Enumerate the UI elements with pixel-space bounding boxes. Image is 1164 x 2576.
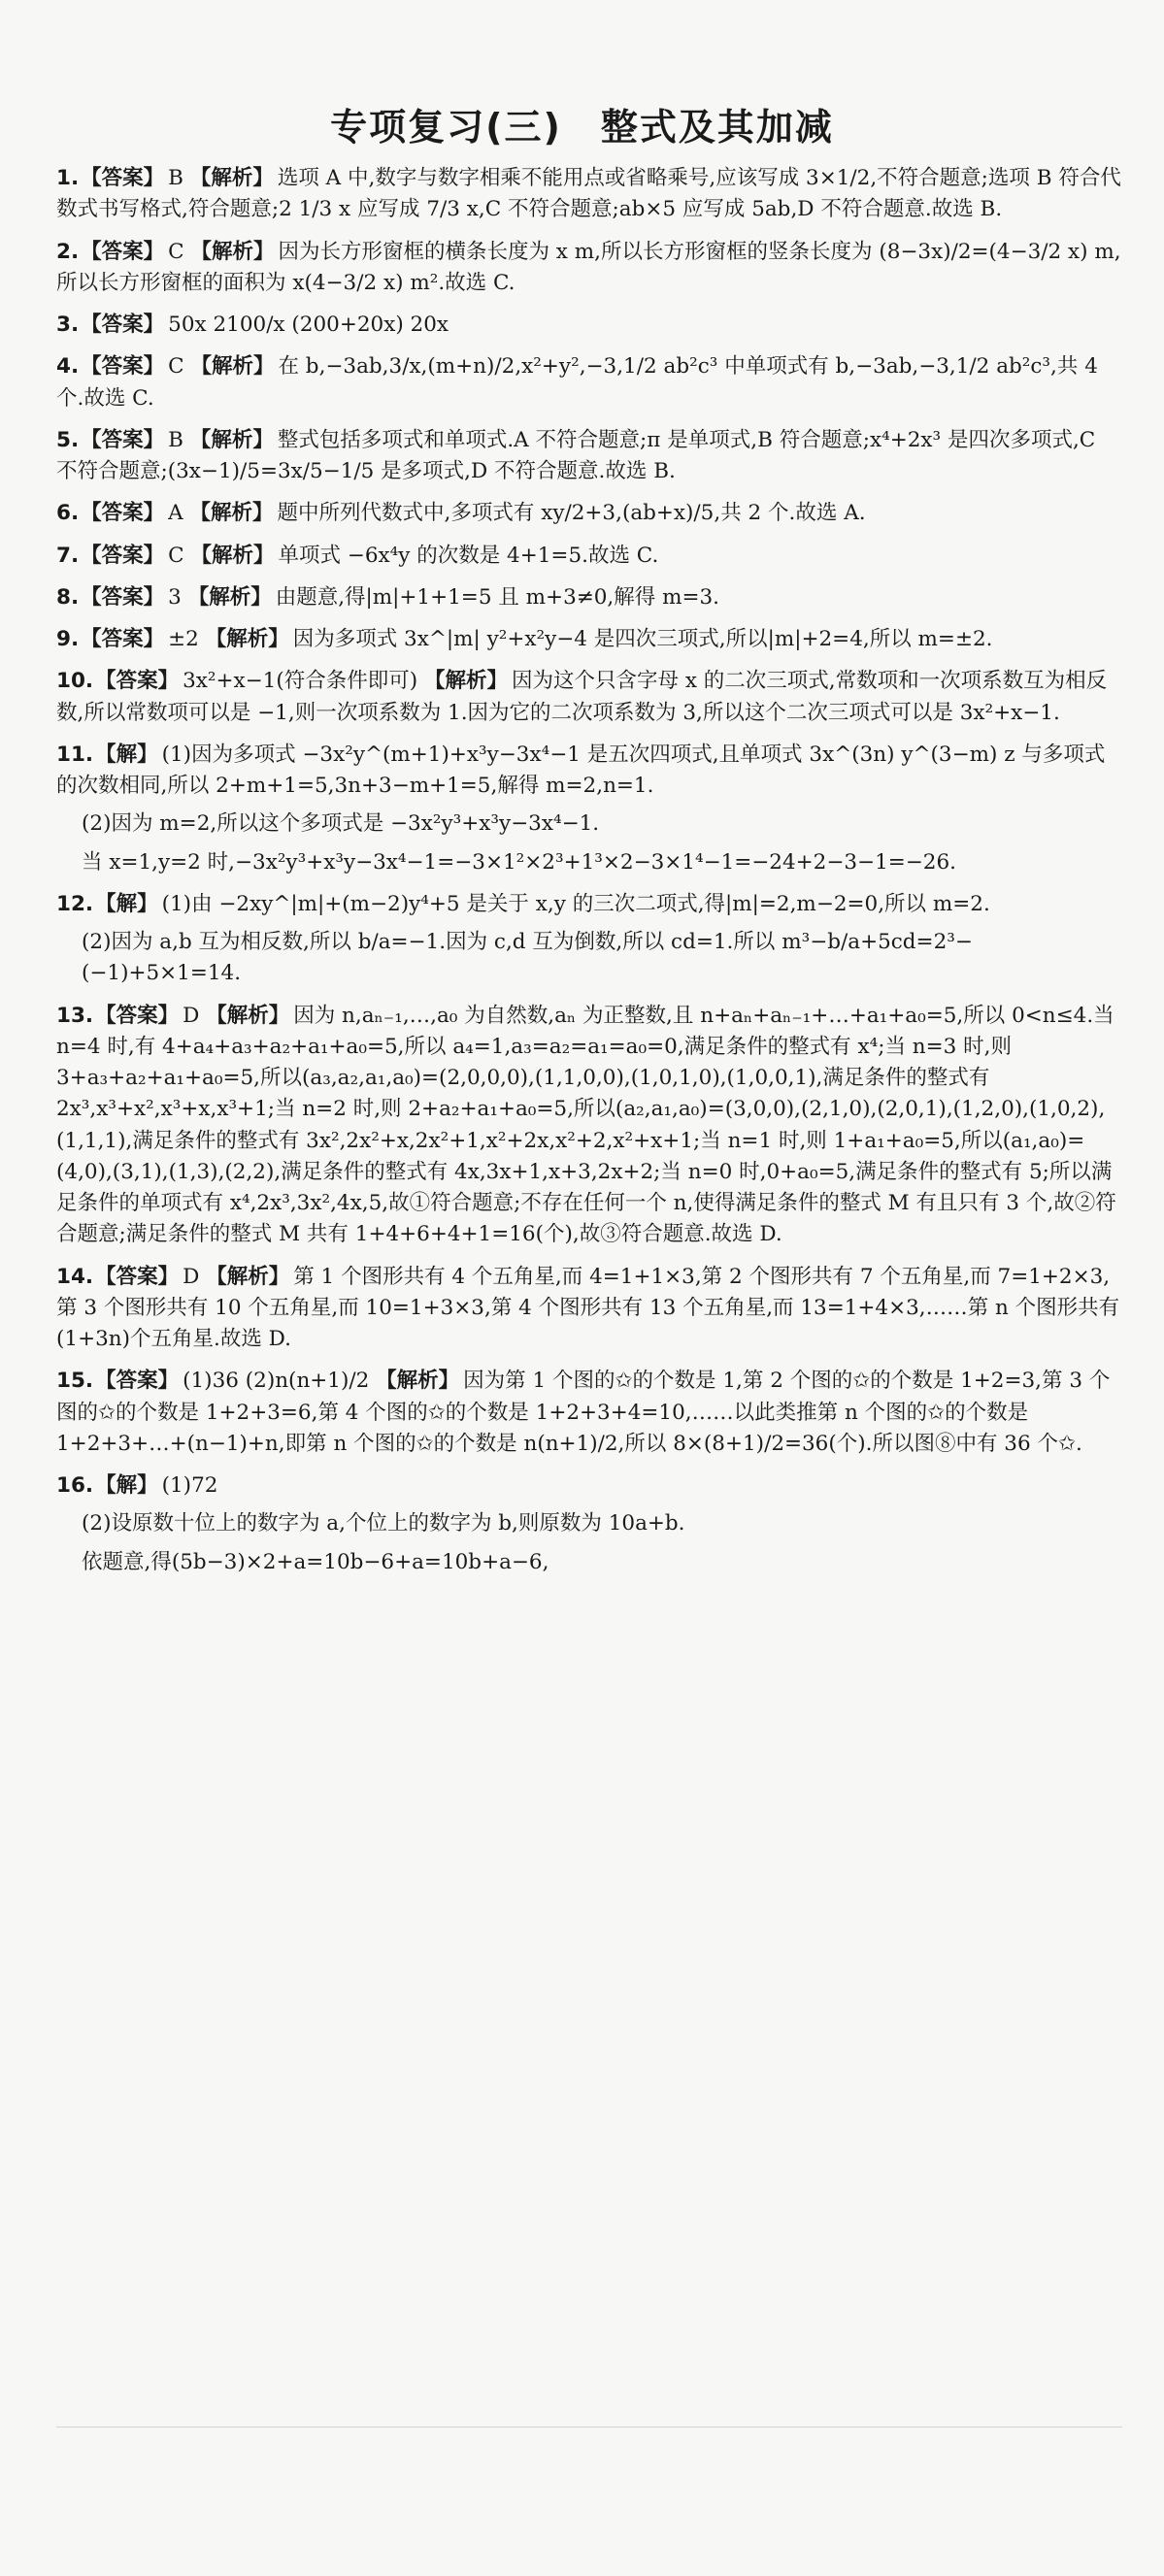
- answer-tag: 【答案】: [81, 501, 165, 526]
- title-main: 专项复习(三): [330, 106, 562, 149]
- answer-item: [56, 498, 1122, 529]
- analysis-tag: 【解析】: [376, 1369, 460, 1394]
- question-number: 8.: [56, 584, 80, 610]
- answer-line: [56, 541, 1122, 572]
- answer-tag: 【答案】: [95, 669, 180, 694]
- question-number: 3.: [56, 313, 80, 337]
- answer-value: C: [168, 239, 184, 264]
- answer-item: [56, 1262, 1122, 1356]
- answer-line: [56, 425, 1122, 488]
- analysis-text: (1)由 −2xy^|m|+(m−2)y⁴+5 是关于 x,y 的三次二项式,得|m|=2,m−2=0,所以 m=2.: [161, 891, 990, 916]
- answer-line: [56, 351, 1122, 414]
- analysis-tag: 【解析】: [189, 166, 274, 190]
- answer-line: [56, 666, 1122, 729]
- answer-tag: 【答案】: [81, 627, 165, 651]
- answer-line: [56, 1366, 1122, 1460]
- question-number: 6.: [56, 501, 80, 526]
- question-number: 12.: [56, 891, 94, 916]
- answer-line: [56, 237, 1122, 300]
- analysis-paragraph: (2)因为 m=2,所以这个多项式是 −3x²y³+x³y−3x⁴−1.: [82, 811, 600, 837]
- answer-value: C: [168, 543, 184, 568]
- answer-line: [56, 1470, 1122, 1502]
- question-number: 4.: [56, 354, 80, 380]
- question-number: 15.: [56, 1369, 94, 1394]
- answer-tag: 【答案】: [81, 313, 165, 337]
- analysis-tag: 【解析】: [424, 669, 509, 694]
- answer-value: A: [168, 501, 183, 526]
- analysis-paragraph: 依题意,得(5b−3)×2+a=10b−6+a=10b+a−6,: [82, 1549, 549, 1574]
- question-number: 13.: [56, 1003, 94, 1028]
- answer-line: [56, 624, 1122, 655]
- answer-item: [56, 582, 1122, 613]
- answer-tag: 【答案】: [81, 239, 165, 264]
- answer-item: [56, 541, 1122, 572]
- answer-tag: 【答案】: [95, 1003, 180, 1028]
- analysis-tag: 【解析】: [190, 354, 275, 380]
- answer-line: [56, 582, 1122, 613]
- answer-item: [56, 1470, 1122, 1578]
- analysis-tag: 【解析】: [206, 1003, 290, 1028]
- page-title: [0, 97, 1164, 150]
- answer-value: B: [168, 427, 183, 452]
- analysis-text: 因为 n,aₙ₋₁,…,a₀ 为自然数,aₙ 为正整数,且 n+aₙ+aₙ₋₁+…+a₁+a₀=5,所以 0<n≤4.当 n=4 时,有 4+a₄+a₃+a₂+a₁+a₀=5,所以 a₄=1,a₃=a₂=a₁=a₀=0,满足条件的整式有 x⁴;当 n=3 时,则 3+a₃+a₂+a₁+a₀=5,所以(a₃,a₂,a₁,a₀)=(2,0,0,0),(1,1,0,0),(1,0,1,0),(1,0,0,1),满足条件的整式有 2x³,x³+x²,x³+x,x³+1;当 n=2 时,则 2+a₂+a₁+a₀=5,所以(a₂,a₁,a₀)=(3,0,0),(2,1,0),(2,0,1),(1,2,0),(1,0,2),(1,1,1),满足条件的整式有 3x²,2x²+x,2x²+1,x²+2x,x²+2,x²+x+1;当 n=1 时,则 1+a₁+a₀=5,所以(a₁,a₀)=(4,0),(3,1),(1,3),(2,2),满足条件的整式有 4x,3x+1,x+3,2x+2;当 n=0 时,0+a₀=5,满足条件的整式有 5;所以满足条件的单项式有 x⁴,2x³,3x²,4x,5,故①符合题意;不存在任何一个 n,使得满足条件的整式 M 有且只有 3 个,故②符合题意;满足条件的整式 M 共有 1+4+6+4+1=16(个),故③符合题意.故选 D.: [56, 1003, 1116, 1247]
- answer-value: 50x 2100/x (200+20x) 20x: [168, 313, 449, 337]
- answer-value: C: [168, 354, 184, 380]
- answer-line: [56, 740, 1122, 803]
- answer-item: [56, 624, 1122, 655]
- question-number: 10.: [56, 669, 94, 694]
- answer-tag: 【答案】: [95, 1369, 180, 1394]
- analysis-paragraph: (2)因为 a,b 互为相反数,所以 b/a=−1.因为 c,d 互为倒数,所以 cd=1.所以 m³−b/a+5cd=2³−(−1)+5×1=14.: [82, 930, 973, 986]
- analysis-tag: 【解析】: [189, 501, 274, 526]
- analysis-tag: 【解析】: [205, 627, 289, 651]
- answer-list: [56, 163, 1122, 1589]
- analysis-text: (1)因为多项式 −3x²y^(m+1)+x³y−3x⁴−1 是五次四项式,且单项式 3x^(3n) y^(3−m) z 与多项式的次数相同,所以 2+m+1=5,3n+3−m+1=5,解得 m=2,n=1.: [56, 742, 1106, 798]
- analysis-text: 第 1 个图形共有 4 个五角星,而 4=1+1×3,第 2 个图形共有 7 个五角星,而 7=1+2×3,第 3 个图形共有 10 个五角星,而 10=1+3×3,第 4 个图形共有 13 个五角星,而 13=1+4×3,……第 n 个图形共有(1+3n)个五角星.故选 D.: [56, 1264, 1120, 1351]
- analysis-paragraph: (2)设原数十位上的数字为 a,个位上的数字为 b,则原数为 10a+b.: [82, 1511, 685, 1536]
- answer-tag: 【解】: [95, 1473, 158, 1498]
- answer-tag: 【答案】: [81, 584, 165, 610]
- answer-item: [56, 1001, 1122, 1251]
- answer-tag: 【答案】: [95, 1264, 180, 1289]
- analysis-text: 因为这个只含字母 x 的二次三项式,常数项和一次项系数互为相反数,所以常数项可以是 −1,则一次项系数为 1.因为它的二次项系数为 3,所以这个二次三项式可以是 3x²+x−1.: [56, 669, 1108, 725]
- answer-item: [56, 163, 1122, 226]
- answer-tag: 【解】: [95, 891, 158, 916]
- analysis-text: 由题意,得|m|+1+1=5 且 m+3≠0,解得 m=3.: [275, 584, 720, 610]
- answer-value: B: [168, 166, 183, 190]
- answer-item: [56, 237, 1122, 300]
- analysis-text: 在 b,−3ab,3/x,(m+n)/2,x²+y²,−3,1/2 ab²c³ 中单项式有 b,−3ab,−3,1/2 ab²c³,共 4 个.故选 C.: [56, 354, 1098, 411]
- answer-value: D: [183, 1003, 200, 1028]
- question-number: 5.: [56, 427, 80, 452]
- answer-line: [56, 163, 1122, 226]
- question-number: 7.: [56, 543, 80, 568]
- answer-line: [56, 1001, 1122, 1251]
- answer-line: [56, 310, 1122, 341]
- answer-item: [56, 351, 1122, 414]
- analysis-text: 选项 A 中,数字与数字相乘不能用点或省略乘号,应该写成 3×1/2,不符合题意;选项 B 符合代数式书写格式,符合题意;2 1/3 x 应写成 7/3 x,C 不符合题意;ab×5 应写成 5ab,D 不符合题意.故选 B.: [56, 166, 1121, 222]
- analysis-tag: 【解析】: [190, 543, 275, 568]
- analysis-tag: 【解析】: [206, 1264, 290, 1289]
- answer-item: [56, 1366, 1122, 1460]
- question-number: 9.: [56, 627, 80, 651]
- analysis-tag: 【解析】: [187, 584, 272, 610]
- answer-value: D: [183, 1264, 200, 1289]
- answer-item: [56, 889, 1122, 990]
- analysis-tag: 【解析】: [189, 427, 274, 452]
- answer-line: [56, 498, 1122, 529]
- answer-item: [56, 666, 1122, 729]
- answer-value: 3: [168, 584, 182, 610]
- answer-line: [56, 889, 1122, 920]
- question-number: 16.: [56, 1473, 94, 1498]
- answer-value: 3x²+x−1(符合条件即可): [183, 669, 418, 694]
- analysis-paragraph: 当 x=1,y=2 时,−3x²y³+x³y−3x⁴−1=−3×1²×2³+1³×2−3×1⁴−1=−24+2−3−1=−26.: [82, 849, 956, 875]
- answer-tag: 【解】: [95, 742, 158, 767]
- answer-value: ±2: [168, 627, 199, 651]
- answer-value: (1)36 (2)n(n+1)/2: [183, 1369, 370, 1394]
- analysis-text: 因为长方形窗框的横条长度为 x m,所以长方形窗框的竖条长度为 (8−3x)/2=(4−3/2 x) m,所以长方形窗框的面积为 x(4−3/2 x) m².故选 C.: [56, 239, 1121, 295]
- analysis-text: 因为多项式 3x^|m| y²+x²y−4 是四次三项式,所以|m|+2=4,所以 m=±2.: [292, 627, 993, 651]
- question-number: 2.: [56, 239, 80, 264]
- analysis-text: 题中所列代数式中,多项式有 xy/2+3,(ab+x)/5,共 2 个.故选 A.: [277, 501, 866, 526]
- answer-line: [56, 1262, 1122, 1356]
- question-number: 14.: [56, 1264, 94, 1289]
- answer-item: [56, 425, 1122, 488]
- analysis-text: 单项式 −6x⁴y 的次数是 4+1=5.故选 C.: [278, 543, 659, 568]
- analysis-text: 因为第 1 个图的✩的个数是 1,第 2 个图的✩的个数是 1+2=3,第 3 个图的✩的个数是 1+2+3=6,第 4 个图的✩的个数是 1+2+3+4=10,……以此类推第 n 个图的✩的个数是 1+2+3+…+(n−1)+n,即第 n 个图的✩的个数是 n(n+1)/2,所以 8×(8+1)/2=36(个).所以图⑧中有 36 个✩.: [56, 1369, 1111, 1456]
- question-number: 11.: [56, 742, 94, 767]
- answer-tag: 【答案】: [81, 543, 165, 568]
- analysis-tag: 【解析】: [190, 239, 275, 264]
- answer-tag: 【答案】: [81, 166, 165, 190]
- question-number: 1.: [56, 166, 80, 190]
- analysis-text: 整式包括多项式和单项式.A 不符合题意;π 是单项式,B 符合题意;x⁴+2x³ 是四次多项式,C 不符合题意;(3x−1)/5=3x/5−1/5 是多项式,D 不符合题意.故选 B.: [56, 427, 1096, 483]
- answer-item: [56, 310, 1122, 341]
- answer-tag: 【答案】: [81, 427, 165, 452]
- title-sub: 整式及其加减: [600, 106, 834, 149]
- answer-value: (1)72: [161, 1473, 218, 1498]
- answer-tag: 【答案】: [81, 354, 165, 380]
- answer-item: [56, 740, 1122, 878]
